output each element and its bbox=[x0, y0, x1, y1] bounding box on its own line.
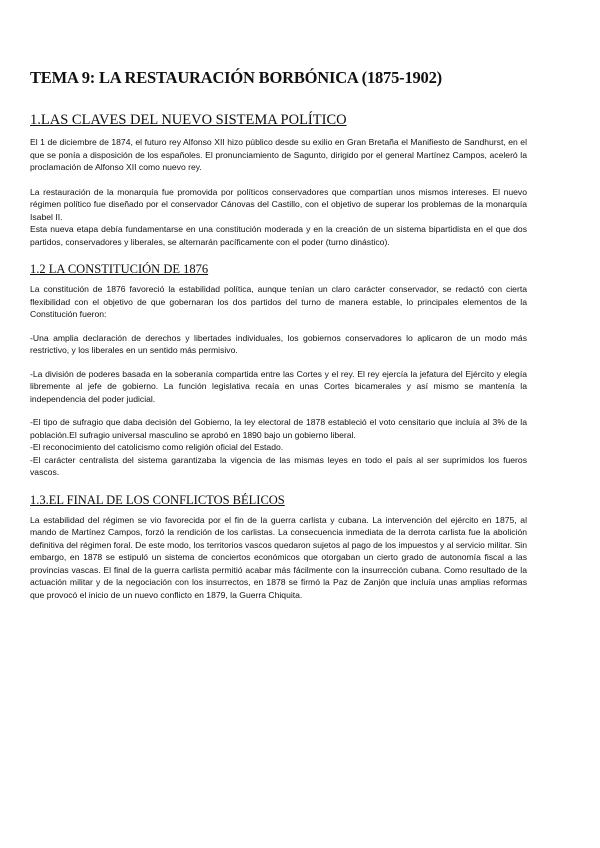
paragraph-restauracion: La restauración de la monarquía fue promovida por políticos conservadores que compartían unos mismos intereses. El nuevo régimen político fue diseñado por el conservador Cánovas del Castillo, con el objetivo de superar los problemas de la monarquía Isabel II. bbox=[30, 186, 527, 222]
paragraph-derechos: -Una amplia declaración de derechos y libertades individuales, los gobiernos conservadores lo aplicaron de un modo más restrictivo, y los liberales en un sentido más permisivo. bbox=[30, 332, 527, 355]
paragraph-constitucion-intro: La constitución de 1876 favoreció la estabilidad política, aunque tenían un claro carácter conservador, se redactó con cierta flexibilidad con el objetivo de que gobernaran los dos partidos del turno de manera estable, lo principales elementos de la Constitución fueron: bbox=[30, 284, 527, 319]
document-title: TEMA 9: LA RESTAURACIÓN BORBÓNICA (1875-1902) bbox=[30, 68, 442, 87]
paragraph-sufragio: -El tipo de sufragio que daba decisión del Gobierno, la ley electoral de 1878 estableció el voto censitario que incluía al 3% de la población.El sufragio universal masculino se aprobó en 1890 bajo un gobierno liberal. bbox=[30, 417, 527, 440]
paragraph-bipartidismo: Esta nueva etapa debía fundamentarse en una constitución moderada y en la creación de un sistema bipartidista en el que dos partidos, conservadores y liberales, se alternarán pacíficamente con el poder (turno dinástico). bbox=[30, 224, 527, 247]
document-page bbox=[30, 68, 527, 601]
paragraph-sandhurst: El 1 de diciembre de 1874, el futuro rey Alfonso XII hizo público desde su exilio en Gran Bretaña el Manifiesto de Sandhurst, en el que se ponía a disposición de los españoles. El pronunciamiento de Sagunto, dirigido por el general Martínez Campos, aceleró la proclamación de Alfonso XII como nuevo rey. bbox=[30, 137, 527, 172]
section-heading-conflictos: 1.3.EL FINAL DE LOS CONFLICTOS BÉLICOS bbox=[30, 492, 285, 507]
paragraph-centralismo: -El carácter centralista del sistema garantizaba la vigencia de las mismas leyes en todo el país al ser suprimidos los fueros vascos. bbox=[30, 454, 527, 477]
paragraph-division-poderes: -La división de poderes basada en la soberanía compartida entre las Cortes y el rey. El rey ejercía la jefatura del Ejército y elegía libremente al jefe de gobierno. La función legislativa recaía en unas Cortes bicamerales y así mismo se mantenía la independencia del poder judicial. bbox=[30, 368, 527, 404]
paragraph-catolicismo: -El reconocimiento del catolicismo como religión oficial del Estado. bbox=[30, 442, 284, 452]
section-heading-claves: 1.LAS CLAVES DEL NUEVO SISTEMA POLÍTICO bbox=[30, 112, 347, 128]
paragraph-conflictos: La estabilidad del régimen se vio favorecida por el fin de la guerra carlista y cubana. La intervención del ejército en 1875, al mando de Martínez Campos, forzó la rendición de los carlistas. La consecuencia inmediata de la derrota carlista fue la abolición definitiva del régimen foral. De este modo, los territorios vascos quedaron sujetos al pago de los impuestos y al servicio militar. Sin embargo, en 1878 se estipuló un sistema de conciertos económicos que otorgaban un cierto grado de autonomía fiscal a las provincias vascas. El final de la guerra carlista permitió acabar más fácilmente con la insurrección cubana. Como resultado de la actuación militar y de la negociación con los insurrectos, en 1878 se firmó la Paz de Zanjón que incluía unas amplias reformas que provocó el inicio de un nuevo conflicto en 1879, la Guerra Chiquita. bbox=[30, 514, 527, 600]
section-heading-constitucion: 1.2 LA CONSTITUCIÓN DE 1876 bbox=[30, 262, 209, 276]
